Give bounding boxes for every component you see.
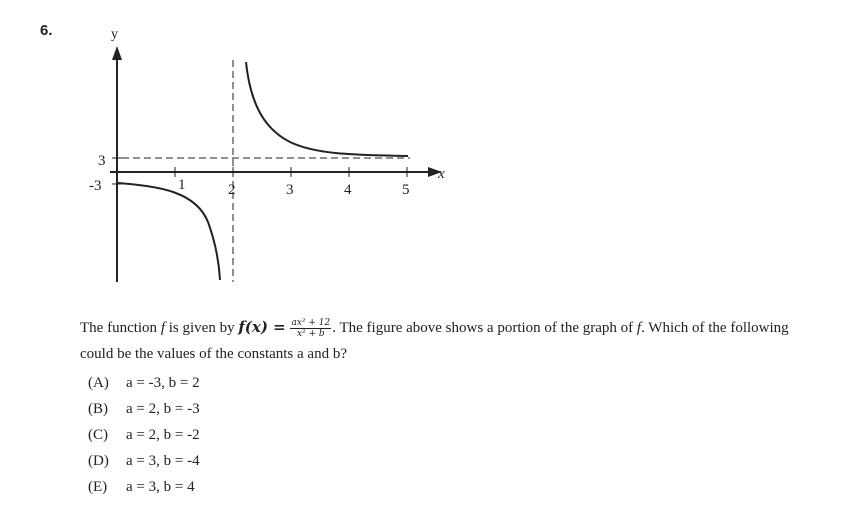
x-tick-label-3: 3: [286, 182, 294, 198]
x-tick-label-2: 2: [228, 182, 236, 198]
choice-b[interactable]: [88, 396, 200, 422]
choice-e[interactable]: [88, 474, 200, 500]
choice-letter: (B): [88, 401, 108, 417]
y-tick-label-neg3: -3: [89, 178, 102, 194]
choice-text: a = 3, b = -4: [126, 453, 200, 469]
question-number: 6.: [40, 22, 53, 39]
choice-text: a = 3, b = 4: [126, 479, 195, 495]
choice-a[interactable]: [88, 370, 200, 396]
function-fraction: [290, 318, 331, 339]
stem-text-1: The function: [80, 320, 161, 336]
choice-text: a = 2, b = -3: [126, 401, 200, 417]
choice-text: a = -3, b = 2: [126, 375, 200, 391]
function-graph: [0, 0, 470, 300]
choice-letter: (A): [88, 375, 109, 391]
x-tick-label-1: 1: [178, 177, 186, 193]
y-tick-label-3: 3: [98, 153, 106, 169]
curve-left-branch: [117, 183, 220, 280]
x-axis-label: x: [438, 166, 445, 182]
choice-text: a = 2, b = -2: [126, 427, 200, 443]
stem-text-4: . Which of the following could be the values of the constants a and b?: [80, 320, 789, 362]
fraction-denominator: x² + b: [296, 329, 325, 340]
answer-choices: [88, 370, 200, 500]
choice-letter: (E): [88, 479, 108, 495]
choice-d[interactable]: [88, 448, 200, 474]
x-tick-label-5: 5: [402, 182, 410, 198]
choice-letter: (C): [88, 427, 108, 443]
curve-right-branch: [246, 62, 408, 156]
x-tick-label-4: 4: [344, 182, 352, 198]
choice-letter: (D): [88, 453, 109, 469]
stem-f-2: f: [636, 320, 642, 336]
y-axis-arrow-icon: [112, 46, 122, 60]
stem-f: f: [160, 320, 165, 336]
stem-text-2: is given by: [164, 320, 239, 336]
fraction-numerator: ax² + 12: [291, 318, 331, 329]
choice-c[interactable]: [88, 422, 200, 448]
y-axis-label: y: [111, 27, 118, 42]
question-stem: [80, 314, 820, 367]
stem-text-3: . The figure above shows a portion of the graph of: [332, 320, 637, 336]
function-notation: f(x) =: [238, 318, 286, 336]
